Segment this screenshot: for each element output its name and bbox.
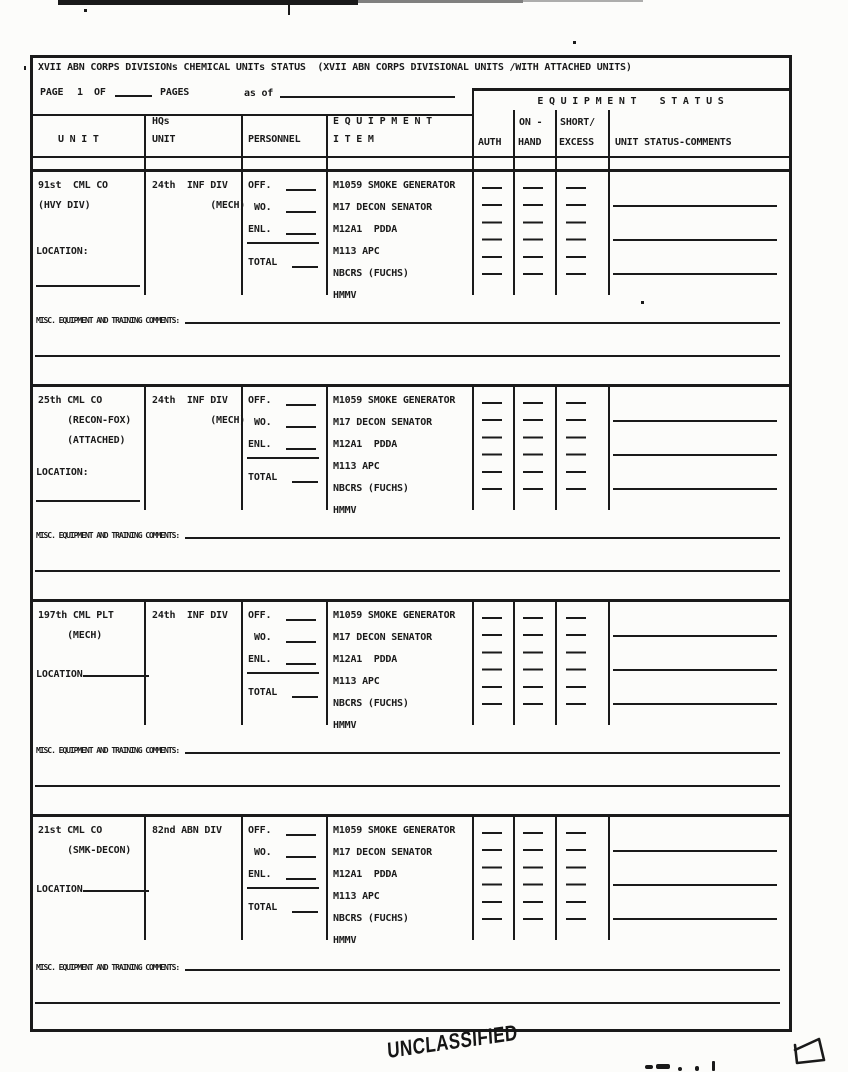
pages-blank — [115, 95, 152, 97]
personnel-total-rule — [247, 887, 319, 889]
col-header-equipment-1: E Q U I P M E N T — [333, 116, 432, 127]
location-label: LOCATION: — [36, 467, 89, 478]
equipment-item: HMMV — [333, 290, 357, 301]
personnel-total-label: TOTAL — [248, 687, 278, 698]
scan-edge-bar-faint2 — [523, 0, 643, 2]
unit-name-line2: (RECON-FOX) — [38, 415, 132, 426]
personnel-wo-label: WO. — [254, 847, 272, 858]
unit-name-line2: (HVY DIV) — [38, 200, 91, 211]
personnel-wo-blank — [286, 641, 316, 643]
status-group-header: E Q U I P M E N T S T A T U S — [537, 96, 724, 107]
col-divider — [608, 817, 610, 940]
location-label — [36, 665, 149, 681]
personnel-enl-label: ENL. — [248, 224, 272, 235]
misc-comments-label: MISC. EQUIPMENT AND TRAINING COMMENTS: — [36, 746, 180, 755]
col-header-personnel: PERSONNEL — [248, 134, 301, 145]
col-divider — [326, 114, 328, 169]
equipment-item: NBCRS (FUCHS) — [333, 483, 409, 494]
personnel-off-blank — [286, 619, 316, 621]
hq-unit: 24th INF DIV — [152, 610, 228, 621]
short-excess-blank-lines — [566, 617, 586, 705]
personnel-total-blank — [292, 481, 318, 483]
col-divider — [472, 387, 474, 510]
hq-unit-line2: (MECH) — [152, 200, 246, 211]
col-divider — [241, 114, 243, 169]
personnel-enl-blank — [286, 663, 316, 665]
auth-blank-lines — [482, 832, 502, 920]
cut-off-pen-mark — [678, 1067, 682, 1071]
equipment-item: M1059 SMOKE GENERATOR — [333, 825, 456, 836]
personnel-total-rule — [247, 672, 319, 674]
col-header-onhand-2: HAND — [518, 137, 542, 148]
col-divider — [608, 172, 610, 295]
header-row-bottom-border — [30, 156, 790, 158]
onhand-blank-lines — [523, 832, 543, 920]
equipment-item: M1059 SMOKE GENERATOR — [333, 610, 456, 621]
personnel-off-blank — [286, 404, 316, 406]
personnel-off-label: OFF. — [248, 395, 272, 406]
personnel-wo-blank — [286, 211, 316, 213]
misc-comments-blank-1 — [185, 322, 780, 324]
equipment-item: NBCRS (FUCHS) — [333, 268, 409, 279]
col-header-auth: AUTH — [478, 137, 502, 148]
onhand-blank-lines — [523, 402, 543, 490]
col-divider — [241, 817, 243, 940]
col-divider — [326, 817, 328, 940]
equipment-item: M17 DECON SENATOR — [333, 202, 432, 213]
col-divider — [513, 110, 515, 169]
hand-drawn-box-mark — [786, 1033, 836, 1069]
cut-off-pen-mark — [645, 1065, 653, 1069]
location-inline-blank — [83, 880, 149, 892]
hq-unit-line2: (MECH) — [152, 415, 246, 426]
cut-off-pen-mark — [712, 1061, 715, 1071]
page-number: 1 — [77, 87, 83, 98]
misc-comments-label: MISC. EQUIPMENT AND TRAINING COMMENTS: — [36, 531, 180, 540]
equipment-item: M17 DECON SENATOR — [333, 847, 432, 858]
equipment-item: M1059 SMOKE GENERATOR — [333, 180, 456, 191]
unit-name-line2: (MECH) — [38, 630, 103, 641]
personnel-enl-label: ENL. — [248, 869, 272, 880]
col-divider — [555, 172, 557, 295]
unit-name: 91st CML CO — [38, 180, 108, 191]
col-divider — [472, 817, 474, 940]
location-label-text: LOCATION — [36, 669, 83, 680]
personnel-wo-label: WO. — [254, 417, 272, 428]
equipment-item: HMMV — [333, 720, 357, 731]
status-comments-blank-lines — [613, 850, 777, 920]
personnel-total-blank — [292, 266, 318, 268]
personnel-off-label: OFF. — [248, 610, 272, 621]
col-divider — [472, 602, 474, 725]
personnel-total-label: TOTAL — [248, 257, 278, 268]
personnel-off-blank — [286, 189, 316, 191]
equipment-item: M12A1 PDDA — [333, 224, 398, 235]
col-divider — [144, 387, 146, 510]
col-divider — [241, 172, 243, 295]
equipment-item: M1059 SMOKE GENERATOR — [333, 395, 456, 406]
col-divider — [555, 817, 557, 940]
cut-off-pen-mark — [695, 1066, 699, 1071]
unclassified-stamp: UNCLASSIFIED — [386, 1019, 519, 1064]
of-label: OF — [94, 87, 106, 98]
equipment-item: M113 APC — [333, 676, 380, 687]
equipment-item: NBCRS (FUCHS) — [333, 913, 409, 924]
onhand-blank-lines — [523, 187, 543, 275]
misc-comments-label: MISC. EQUIPMENT AND TRAINING COMMENTS: — [36, 316, 180, 325]
auth-blank-lines — [482, 187, 502, 275]
misc-comments-blank-1 — [185, 969, 780, 971]
personnel-total-blank — [292, 911, 318, 913]
col-divider — [326, 602, 328, 725]
col-divider — [555, 387, 557, 510]
col-divider — [144, 172, 146, 295]
personnel-wo-blank — [286, 426, 316, 428]
equipment-item: M17 DECON SENATOR — [333, 417, 432, 428]
personnel-wo-blank — [286, 856, 316, 858]
unit-name-line2: (SMK-DECON) — [38, 845, 132, 856]
col-divider — [326, 387, 328, 510]
personnel-enl-label: ENL. — [248, 654, 272, 665]
col-header-equipment-2: I T E M — [333, 134, 374, 145]
misc-comments-label: MISC. EQUIPMENT AND TRAINING COMMENTS: — [36, 963, 180, 972]
location-blank — [36, 500, 140, 502]
personnel-total-rule — [247, 457, 319, 459]
status-comments-blank-lines — [613, 205, 777, 275]
cut-off-pen-mark — [656, 1064, 670, 1069]
col-divider — [513, 817, 515, 940]
unit-name: 21st CML CO — [38, 825, 103, 836]
personnel-total-rule — [247, 242, 319, 244]
scan-speck — [84, 9, 87, 12]
misc-comments-blank-2 — [35, 355, 780, 357]
col-divider — [513, 387, 515, 510]
location-label — [36, 880, 149, 896]
equipment-item: M113 APC — [333, 461, 380, 472]
auth-blank-lines — [482, 402, 502, 490]
equipment-item: M113 APC — [333, 891, 380, 902]
misc-comments-blank-1 — [185, 752, 780, 754]
unit-name-line3: (ATTACHED) — [38, 435, 126, 446]
misc-comments-blank-1 — [185, 537, 780, 539]
status-box-top-border — [472, 88, 789, 91]
personnel-off-blank — [286, 834, 316, 836]
scan-speck — [24, 66, 26, 70]
col-header-onhand-1: ON - — [519, 117, 543, 128]
equipment-item: M12A1 PDDA — [333, 869, 398, 880]
page-label: PAGE — [40, 87, 64, 98]
personnel-enl-blank — [286, 233, 316, 235]
status-comments-blank-lines — [613, 635, 777, 705]
scan-edge-bar — [58, 0, 358, 5]
hq-unit: 82nd ABN DIV — [152, 825, 222, 836]
location-label: LOCATION: — [36, 246, 89, 257]
status-comments-blank-lines — [613, 420, 777, 490]
personnel-total-label: TOTAL — [248, 472, 278, 483]
scan-edge-bar-faint — [358, 0, 523, 3]
col-divider — [144, 817, 146, 940]
pages-label: PAGES — [160, 87, 190, 98]
short-excess-blank-lines — [566, 832, 586, 920]
personnel-wo-label: WO. — [254, 202, 272, 213]
col-divider — [513, 172, 515, 295]
col-header-unit: U N I T — [58, 134, 99, 145]
location-blank — [36, 285, 140, 287]
col-divider — [608, 110, 610, 169]
location-label-text: LOCATION — [36, 884, 83, 895]
col-divider — [513, 602, 515, 725]
personnel-enl-blank — [286, 878, 316, 880]
short-excess-blank-lines — [566, 402, 586, 490]
short-excess-blank-lines — [566, 187, 586, 275]
col-divider — [608, 602, 610, 725]
hq-unit: 24th INF DIV — [152, 395, 228, 406]
form-title: XVII ABN CORPS DIVISIONs CHEMICAL UNITs STATUS (XVII ABN CORPS DIVISIONAL UNITS /WITH ATTACHED UNITS) — [38, 62, 632, 73]
col-divider — [472, 172, 474, 295]
personnel-off-label: OFF. — [248, 825, 272, 836]
misc-comments-blank-2 — [35, 1002, 780, 1004]
auth-blank-lines — [482, 617, 502, 705]
equipment-item: M113 APC — [333, 246, 380, 257]
personnel-wo-label: WO. — [254, 632, 272, 643]
location-inline-blank — [83, 665, 149, 677]
as-of-label: as of — [244, 88, 274, 99]
col-divider — [241, 602, 243, 725]
col-divider — [326, 172, 328, 295]
equipment-item: M17 DECON SENATOR — [333, 632, 432, 643]
col-divider — [144, 602, 146, 725]
onhand-blank-lines — [523, 617, 543, 705]
misc-comments-blank-2 — [35, 785, 780, 787]
col-divider — [144, 114, 146, 169]
personnel-enl-label: ENL. — [248, 439, 272, 450]
equipment-item: M12A1 PDDA — [333, 439, 398, 450]
col-divider — [555, 110, 557, 169]
equipment-item: M12A1 PDDA — [333, 654, 398, 665]
personnel-off-label: OFF. — [248, 180, 272, 191]
col-header-short-2: EXCESS — [559, 137, 594, 148]
col-header-hq-2: UNIT — [152, 134, 176, 145]
equipment-item: HMMV — [333, 505, 357, 516]
unit-name: 197th CML PLT — [38, 610, 114, 621]
col-divider — [241, 387, 243, 510]
scan-tick-mark — [288, 3, 290, 15]
personnel-enl-blank — [286, 448, 316, 450]
col-divider — [608, 387, 610, 510]
equipment-item: NBCRS (FUCHS) — [333, 698, 409, 709]
misc-comments-blank-2 — [35, 570, 780, 572]
scan-speck — [573, 41, 576, 44]
personnel-total-label: TOTAL — [248, 902, 278, 913]
equipment-item: HMMV — [333, 935, 357, 946]
hq-unit: 24th INF DIV — [152, 180, 228, 191]
col-divider — [555, 602, 557, 725]
unit-name: 25th CML CO — [38, 395, 103, 406]
col-header-hq-1: HQs — [152, 116, 170, 127]
col-header-comments: UNIT STATUS-COMMENTS — [615, 137, 732, 148]
col-header-short-1: SHORT/ — [560, 117, 595, 128]
personnel-total-blank — [292, 696, 318, 698]
as-of-blank — [280, 96, 455, 98]
